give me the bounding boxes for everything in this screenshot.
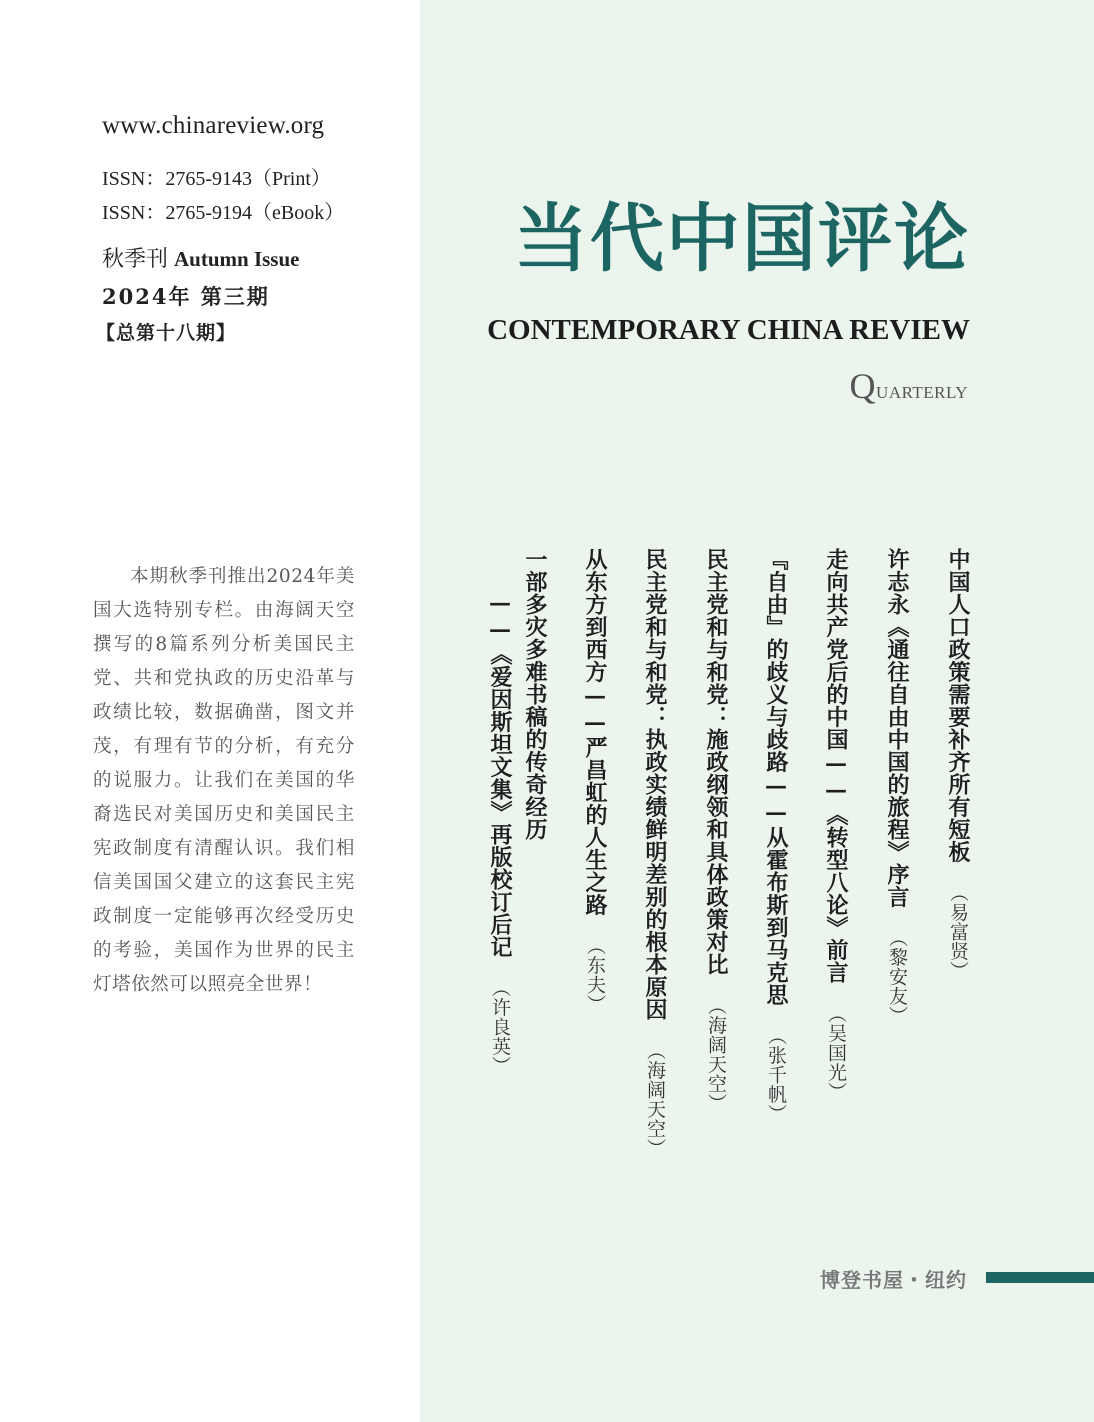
toc-item [640,548,670,1158]
total-issue: 【总第十八期】 [96,322,237,344]
toc-author: （许良英） [489,978,511,1076]
issn-print: ISSN：2765-9143（Print） [102,168,331,190]
masthead-subtitle [850,365,968,407]
subtitle-initial: Q [849,366,877,406]
toc-author: （海阔天空） [644,1040,666,1158]
toc-author: （黎安友） [886,928,908,1026]
website-url: www.chinareview.org [102,112,325,139]
accent-bar [986,1272,1094,1283]
toc-subtitle: ——《爱因斯坦文集》再版校订后记 [487,590,513,958]
left-panel [0,0,420,1422]
toc-title: 『自由』的歧义与歧路——从霍布斯到马克思 [763,548,789,1006]
issn-ebook: ISSN：2765-9194（eBook） [102,202,345,224]
toc-title: 民主党和与和党：施政纲领和具体政策对比 [703,548,729,976]
toc-item [882,548,912,1026]
intro-paragraph: 本期秋季刊推出2024年美国大选特别专栏。由海阔天空撰写的8篇系列分析美国民主党、共和党执政的历史沿革与政绩比较，数据确凿，图文并茂，有理有节的分析，有充分的说服力。让我们在美国的华裔选民对美国历史和美国民主宪政制度有清醒认识。我们相信美国国父建立的这套民主宪政制度一定能够再次经受历史的考验，美国作为世界的民主灯塔依然可以照亮全世界！ [93,565,355,995]
toc-item [580,548,610,1014]
season-en: Autumn Issue [174,247,300,271]
toc-title: 走向共产党后的中国——《转型八论》前言 [823,548,849,984]
masthead-title-cn: 当代中国评论 [514,196,970,282]
toc-item-continuation [485,590,515,1076]
toc-item [821,548,851,1101]
toc-item [761,548,791,1124]
toc-author: （东夫） [584,936,606,1014]
toc-title: 许志永《通往自由中国的旅程》序言 [884,548,910,908]
masthead-title-en: CONTEMPORARY CHINA REVIEW [487,314,970,346]
toc-title: 从东方到西方——严昌虹的人生之路 [582,548,608,916]
toc-author: （张千帆） [765,1026,787,1124]
subtitle-rest: uarterly [876,378,968,404]
toc-author: （吴国光） [825,1003,847,1101]
toc-author: （易富贤） [947,883,969,981]
toc-title: 中国人口政策需要补齐所有短板 [945,548,971,863]
toc-title: 一部多灾多难书稿的传奇经历 [522,548,548,841]
toc-item [520,548,550,841]
toc-item [943,548,973,981]
year-issue: 2024年 第三期 [102,284,270,309]
season-label [102,242,299,273]
toc-item [701,548,731,1113]
publisher-label: 博登书屋・纽约 [820,1268,967,1292]
toc-author: （海阔天空） [705,995,727,1113]
toc-title: 民主党和与和党：执政实绩鲜明差别的根本原因 [642,548,668,1021]
season-cn: 秋季刊 [102,247,169,272]
